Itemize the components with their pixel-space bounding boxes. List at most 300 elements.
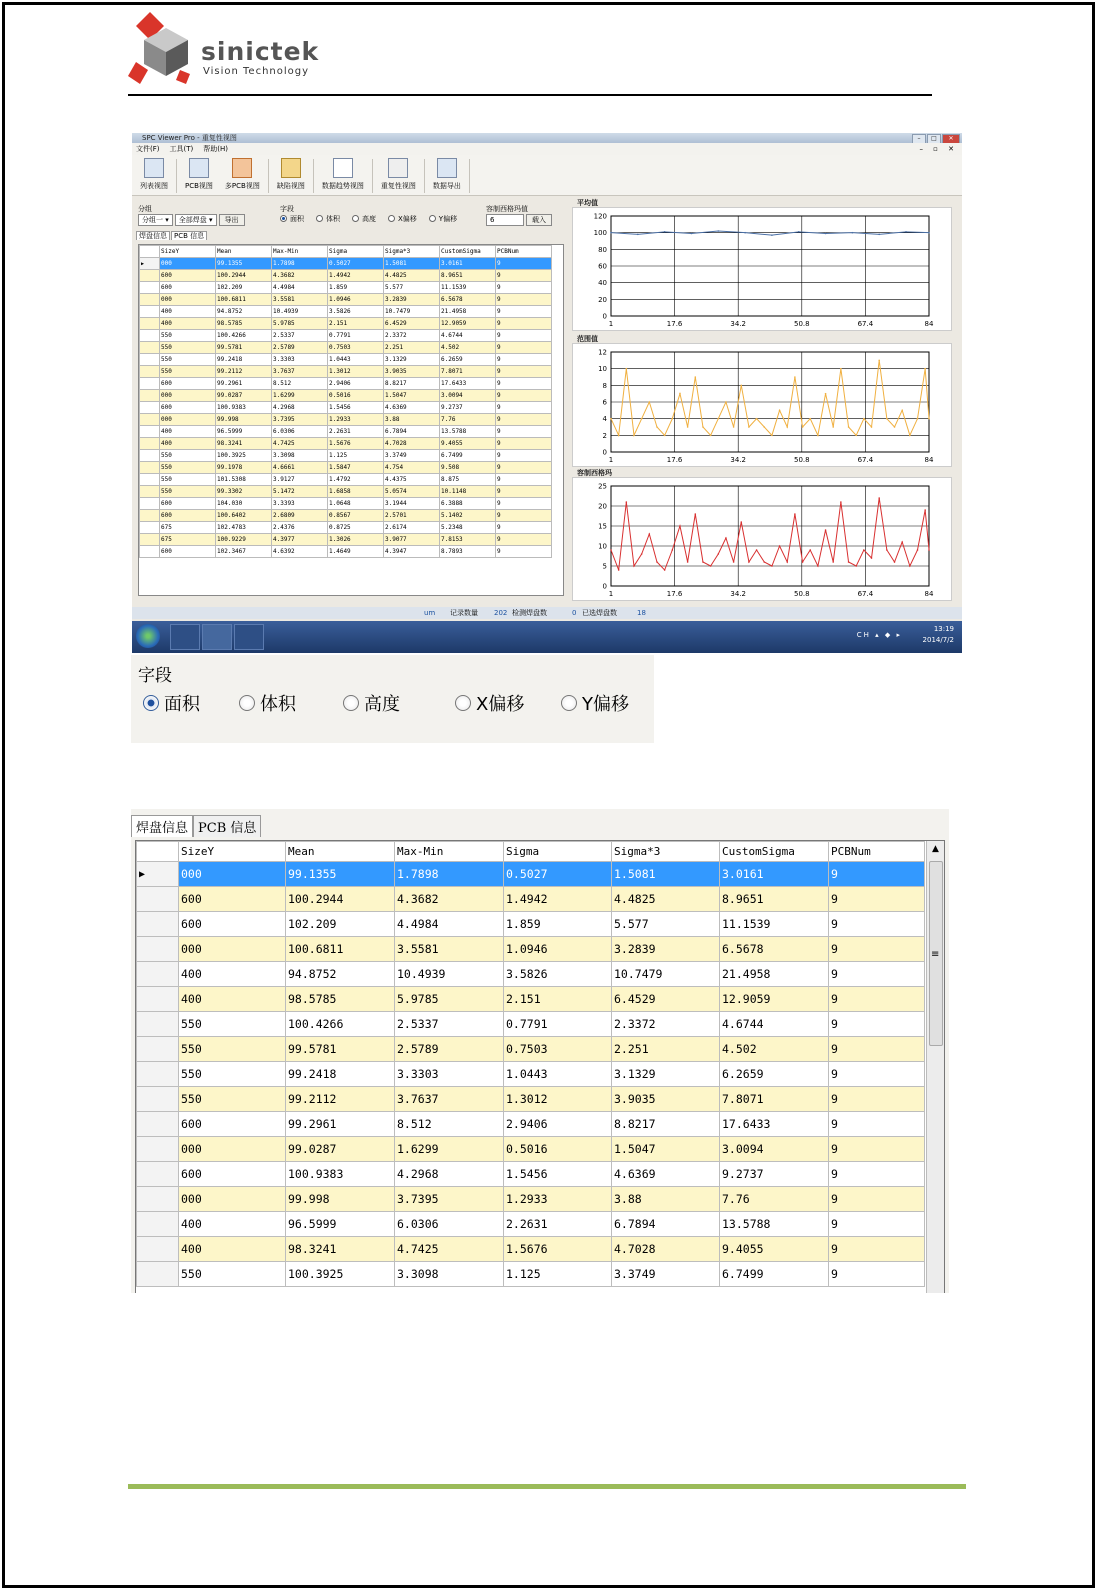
table-row[interactable]: [140, 546, 552, 558]
row-header[interactable]: [137, 987, 179, 1012]
table-cell: 4.4984: [272, 282, 328, 294]
table-cell: 0.5027: [504, 862, 612, 887]
row-header[interactable]: [140, 486, 160, 498]
field-radio-group: [143, 690, 629, 716]
tab-pcb-info[interactable]: PCB 信息: [193, 815, 261, 837]
data-point: [848, 426, 850, 428]
current-row-arrow-icon[interactable]: ▶: [137, 862, 179, 887]
y-tick-label: 12: [598, 348, 607, 357]
radio-area-small[interactable]: 面积: [280, 214, 304, 224]
col-header[interactable]: Max-Min: [272, 246, 328, 258]
table-cell: 4.6744: [440, 330, 496, 342]
row-header[interactable]: [140, 498, 160, 510]
table-row[interactable]: [140, 342, 552, 354]
data-point: [878, 497, 880, 499]
row-header[interactable]: [140, 534, 160, 546]
x-tick-label: 67.4: [857, 590, 874, 598]
table-cell: 1.125: [504, 1262, 612, 1287]
record-count-label: 记录数量: [450, 609, 478, 617]
table-cell: 4.2968: [272, 402, 328, 414]
col-header[interactable]: Sigma*3: [384, 246, 440, 258]
row-header[interactable]: [140, 366, 160, 378]
table-cell: 4.2968: [395, 1162, 504, 1187]
table-row[interactable]: [140, 270, 552, 282]
data-point: [817, 435, 819, 437]
table-cell: 94.8752: [216, 306, 272, 318]
radio-icon: [343, 695, 359, 711]
group-section: [138, 204, 245, 226]
row-header[interactable]: [137, 887, 179, 912]
tab-pad-info-small[interactable]: 焊盘信息: [136, 231, 170, 240]
table-cell: 1.3026: [328, 534, 384, 546]
table-cell: 2.5701: [384, 510, 440, 522]
table-row[interactable]: [140, 354, 552, 366]
row-header[interactable]: [140, 510, 160, 522]
table-cell: 4.3947: [384, 546, 440, 558]
menu-bar: [132, 143, 962, 155]
table-cell: 8.8217: [384, 378, 440, 390]
table-cell: 9.4055: [720, 1237, 829, 1262]
table-cell: 3.3098: [395, 1262, 504, 1287]
minimize-button[interactable]: –: [912, 134, 926, 144]
vertical-scrollbar[interactable]: [926, 841, 944, 1293]
table-cell: 9.2737: [720, 1162, 829, 1187]
row-header[interactable]: [140, 450, 160, 462]
chart-taskbar-icon[interactable]: [234, 624, 264, 650]
row-header[interactable]: [140, 318, 160, 330]
table-cell: 000: [160, 390, 216, 402]
range-chart-svg: [573, 344, 951, 466]
data-point: [917, 549, 919, 551]
radio-height[interactable]: 高度: [343, 690, 455, 716]
x-tick-label: 84: [924, 320, 934, 328]
table-cell: 9: [496, 294, 552, 306]
row-header[interactable]: [137, 1087, 179, 1112]
col-header-sigma[interactable]: Sigma: [504, 842, 612, 862]
data-point: [717, 553, 719, 555]
explorer-taskbar-icon[interactable]: [170, 624, 200, 650]
col-header-sizey[interactable]: SizeY: [179, 842, 286, 862]
table-row[interactable]: [140, 282, 552, 294]
scroll-up-icon[interactable]: ▲: [932, 844, 939, 854]
table-row[interactable]: [140, 486, 552, 498]
multi-pcb-view-button[interactable]: 多PCB视图: [221, 158, 264, 195]
col-header-pcbnum[interactable]: PCBNum: [829, 842, 925, 862]
data-point: [786, 426, 788, 428]
row-header[interactable]: [140, 522, 160, 534]
list-view-button[interactable]: 列表视图: [136, 158, 172, 195]
data-point: [901, 541, 903, 543]
table-cell: 99.998: [216, 414, 272, 426]
table-cell: 9: [496, 282, 552, 294]
table-cell: 17.6433: [440, 378, 496, 390]
data-point: [878, 234, 880, 236]
table-cell: 100.3925: [286, 1262, 395, 1287]
row-header[interactable]: [137, 1137, 179, 1162]
table-cell: 2.5337: [272, 330, 328, 342]
row-header[interactable]: [140, 390, 160, 402]
row-header[interactable]: [140, 546, 160, 558]
row-header[interactable]: [137, 1237, 179, 1262]
radio-yoffset-small[interactable]: Y偏移: [429, 214, 457, 224]
row-header[interactable]: [140, 270, 160, 282]
radio-xoffset-small[interactable]: X偏移: [388, 214, 417, 224]
col-header[interactable]: Sigma: [328, 246, 384, 258]
table-row[interactable]: [140, 318, 552, 330]
tab-pcb-info-small[interactable]: PCB 信息: [171, 231, 207, 240]
row-header[interactable]: [137, 912, 179, 937]
menu-file[interactable]: 文件(F): [136, 145, 160, 153]
table-cell: 9: [829, 1212, 925, 1237]
row-header[interactable]: [140, 306, 160, 318]
row-header[interactable]: [140, 378, 160, 390]
table-row[interactable]: [140, 414, 552, 426]
data-point: [610, 549, 612, 551]
app-taskbar-icon[interactable]: [202, 624, 232, 650]
range-chart: [572, 335, 952, 467]
table-cell: 99.2961: [216, 378, 272, 390]
table-row[interactable]: [140, 438, 552, 450]
tab-pad-info[interactable]: 焊盘信息: [131, 815, 193, 837]
pcb-view-button[interactable]: PCB视图: [181, 158, 217, 195]
start-button[interactable]: [136, 624, 160, 648]
table-cell: 99.2112: [216, 366, 272, 378]
data-point: [679, 525, 681, 527]
y-tick-label: 4: [602, 415, 607, 424]
trend-view-button[interactable]: 数据趋势视图: [318, 158, 368, 195]
table-row[interactable]: [140, 534, 552, 546]
table-cell: 3.5826: [328, 306, 384, 318]
table-cell: 8.875: [440, 474, 496, 486]
table-cell: 104.030: [216, 498, 272, 510]
table-cell: 400: [179, 987, 286, 1012]
table-cell: 550: [160, 342, 216, 354]
close-button[interactable]: ✕: [942, 134, 960, 144]
load-button[interactable]: 载入: [526, 214, 552, 226]
table-cell: 9: [829, 1012, 925, 1037]
table-cell: 100.2944: [286, 887, 395, 912]
table-cell: 4.502: [720, 1037, 829, 1062]
table-cell: 550: [160, 450, 216, 462]
x-tick-label: 84: [924, 456, 934, 464]
table-row[interactable]: [137, 1187, 925, 1212]
brand-tagline: Vision Technology: [203, 66, 310, 77]
table-row[interactable]: [140, 306, 552, 318]
col-header-customsigma[interactable]: CustomSigma: [720, 842, 829, 862]
data-point: [771, 435, 773, 437]
table-cell: 2.3372: [612, 1012, 720, 1037]
row-header[interactable]: [137, 962, 179, 987]
table-cell: 4.3682: [272, 270, 328, 282]
row-header[interactable]: [137, 1062, 179, 1087]
table-row[interactable]: [140, 450, 552, 462]
table-cell: 11.1539: [720, 912, 829, 937]
row-header[interactable]: [137, 1187, 179, 1212]
table-cell: 3.88: [612, 1187, 720, 1212]
data-point: [901, 410, 903, 412]
table-cell: 6.5678: [440, 294, 496, 306]
table-cell: 4.4375: [384, 474, 440, 486]
row-header[interactable]: [140, 426, 160, 438]
row-header[interactable]: [137, 1162, 179, 1187]
radio-volume-small[interactable]: 体积: [316, 214, 340, 224]
table-cell: 3.88: [384, 414, 440, 426]
data-point: [840, 501, 842, 503]
table-row[interactable]: [137, 1262, 925, 1287]
table-cell: 1.6858: [328, 486, 384, 498]
table-row[interactable]: [137, 862, 925, 887]
group-select[interactable]: 分组一 ▾: [138, 214, 173, 226]
current-row-arrow-icon[interactable]: ▶: [140, 258, 160, 270]
table-row[interactable]: [140, 390, 552, 402]
table-cell: 9: [829, 1137, 925, 1162]
radio-area[interactable]: 面积: [143, 690, 239, 716]
table-cell: 1.7898: [395, 862, 504, 887]
table-cell: 6.4529: [612, 987, 720, 1012]
data-point: [863, 549, 865, 551]
table-row[interactable]: [137, 1112, 925, 1137]
inspect-count-label: 检测焊盘数: [512, 609, 547, 617]
table-row[interactable]: [137, 962, 925, 987]
table-cell: 000: [179, 1187, 286, 1212]
data-point: [656, 426, 658, 428]
pad-select[interactable]: 全部焊盘 ▾: [175, 214, 217, 226]
tabs: [131, 815, 261, 837]
table-cell: 2.151: [504, 987, 612, 1012]
table-row[interactable]: [137, 1237, 925, 1262]
table-cell: 6.2659: [440, 354, 496, 366]
data-grid: [135, 840, 945, 1293]
y-tick-label: 0: [602, 448, 607, 457]
table-cell: 9: [496, 486, 552, 498]
table-cell: 9: [829, 1262, 925, 1287]
table-cell: 550: [179, 1012, 286, 1037]
defect-view-icon: [281, 158, 301, 178]
table-row[interactable]: [137, 1137, 925, 1162]
table-cell: 550: [160, 330, 216, 342]
table-cell: 99.3302: [216, 486, 272, 498]
row-header[interactable]: [140, 294, 160, 306]
row-header[interactable]: [140, 354, 160, 366]
table-cell: 4.6392: [272, 546, 328, 558]
table-cell: 550: [179, 1037, 286, 1062]
table-cell: 1.0946: [328, 294, 384, 306]
col-header-mean[interactable]: Mean: [286, 842, 395, 862]
col-header[interactable]: Mean: [216, 246, 272, 258]
radio-y-offset[interactable]: Y偏移: [561, 690, 629, 716]
table-cell: 100.6402: [216, 510, 272, 522]
table-cell: 000: [179, 862, 286, 887]
radio-icon: [239, 695, 255, 711]
tray-icons[interactable]: CH ▴ ◆ ▸: [856, 631, 902, 639]
table-cell: 9: [496, 426, 552, 438]
table-cell: 1.5081: [612, 862, 720, 887]
table-row[interactable]: [137, 937, 925, 962]
table-row[interactable]: [140, 402, 552, 414]
table-cell: 9: [496, 354, 552, 366]
table-cell: 1.4942: [504, 887, 612, 912]
table-row[interactable]: [140, 498, 552, 510]
table-row[interactable]: [137, 1062, 925, 1087]
table-cell: 6.7499: [720, 1262, 829, 1287]
table-cell: 1.5676: [504, 1237, 612, 1262]
table-cell: 5.577: [384, 282, 440, 294]
table-cell: 1.5047: [384, 390, 440, 402]
table-cell: 9: [829, 1187, 925, 1212]
row-header[interactable]: [137, 1112, 179, 1137]
maximize-button[interactable]: □: [927, 134, 941, 144]
table-cell: 5.1402: [440, 510, 496, 522]
table-row[interactable]: [137, 1087, 925, 1112]
table-cell: 9: [829, 1037, 925, 1062]
row-header[interactable]: [140, 462, 160, 474]
tray-clock[interactable]: 13:19 2014/7/2: [922, 625, 954, 644]
table-row[interactable]: [140, 510, 552, 522]
table-row[interactable]: [140, 294, 552, 306]
table-cell: 9: [829, 1087, 925, 1112]
table-row[interactable]: [137, 1162, 925, 1187]
table-cell: 3.9035: [384, 366, 440, 378]
table-cell: 8.7893: [440, 546, 496, 558]
tabs-small: [136, 231, 208, 241]
table-row[interactable]: [140, 378, 552, 390]
table-row[interactable]: [140, 366, 552, 378]
table-cell: 600: [160, 402, 216, 414]
table-cell: 0.8725: [328, 522, 384, 534]
radio-volume[interactable]: 体积: [239, 690, 343, 716]
repeatability-view-button[interactable]: 重复性视图: [377, 158, 420, 195]
table-row[interactable]: [140, 330, 552, 342]
table-row[interactable]: [140, 258, 552, 270]
table-row[interactable]: [140, 522, 552, 534]
table-cell: 600: [160, 270, 216, 282]
table-cell: 10.4939: [395, 962, 504, 987]
table-row[interactable]: [137, 1012, 925, 1037]
row-header[interactable]: [140, 402, 160, 414]
table-cell: 9: [496, 414, 552, 426]
table-cell: 4.7425: [272, 438, 328, 450]
data-point: [924, 509, 926, 511]
data-point: [840, 368, 842, 370]
data-point: [802, 561, 804, 563]
table-cell: 2.5789: [395, 1037, 504, 1062]
table-cell: 9: [496, 510, 552, 522]
row-header[interactable]: [137, 1212, 179, 1237]
row-header[interactable]: [137, 1012, 179, 1037]
table-cell: 3.3303: [272, 354, 328, 366]
table-cell: 3.1329: [612, 1062, 720, 1087]
table-cell: 1.125: [328, 450, 384, 462]
data-point: [871, 557, 873, 559]
table-row[interactable]: [137, 887, 925, 912]
table-cell: 10.7479: [612, 962, 720, 987]
table-cell: 99.1355: [216, 258, 272, 270]
table-cell: 2.6174: [384, 522, 440, 534]
x-tick-label: 34.2: [730, 456, 746, 464]
table-row[interactable]: [140, 462, 552, 474]
data-point: [725, 537, 727, 539]
table-cell: 1.5081: [384, 258, 440, 270]
table-row[interactable]: [140, 474, 552, 486]
row-header[interactable]: [140, 342, 160, 354]
table-cell: 9: [496, 438, 552, 450]
row-header[interactable]: [137, 937, 179, 962]
table-row[interactable]: [137, 1212, 925, 1237]
y-tick-label: 8: [602, 381, 607, 390]
table-cell: 3.5581: [272, 294, 328, 306]
col-header-sigma3[interactable]: Sigma*3: [612, 842, 720, 862]
data-point: [748, 561, 750, 563]
pcb-view-icon: [189, 158, 209, 178]
table-row[interactable]: [137, 987, 925, 1012]
col-header[interactable]: CustomSigma: [440, 246, 496, 258]
table-row[interactable]: [140, 426, 552, 438]
data-point: [717, 230, 719, 232]
row-header[interactable]: [140, 438, 160, 450]
y-tick-label: 20: [598, 502, 607, 511]
data-point: [702, 561, 704, 563]
col-header[interactable]: SizeY: [160, 246, 216, 258]
row-header[interactable]: [140, 414, 160, 426]
row-header[interactable]: [140, 474, 160, 486]
radio-height-small[interactable]: 高度: [352, 214, 376, 224]
data-point: [894, 561, 896, 563]
radio-x-offset[interactable]: X偏移: [455, 690, 561, 716]
group-export-button[interactable]: 导出: [219, 214, 245, 226]
data-point: [710, 435, 712, 437]
table-row[interactable]: [137, 912, 925, 937]
record-count-value: 202: [494, 609, 508, 617]
data-point: [802, 426, 804, 428]
field-section-small: [280, 204, 469, 224]
data-point: [886, 418, 888, 420]
table-cell: 3.9127: [272, 474, 328, 486]
mean-chart-title: 平均值: [577, 199, 598, 207]
col-header-maxmin[interactable]: Max-Min: [395, 842, 504, 862]
table-cell: 96.5999: [286, 1212, 395, 1237]
table-cell: 98.3241: [286, 1237, 395, 1262]
menu-help[interactable]: 帮助(H): [203, 145, 228, 153]
table-cell: 2.151: [328, 318, 384, 330]
table-cell: 550: [160, 366, 216, 378]
row-header[interactable]: [140, 282, 160, 294]
tolerance-input[interactable]: 6: [486, 214, 524, 226]
table-cell: 9.508: [440, 462, 496, 474]
table-cell: 6.4529: [384, 318, 440, 330]
table-cell: 9: [829, 1237, 925, 1262]
mdi-window-controls[interactable]: – ▫ ✕: [919, 145, 958, 153]
col-header[interactable]: PCBNum: [496, 246, 552, 258]
table-cell: 600: [160, 282, 216, 294]
table-cell: 4.7028: [612, 1237, 720, 1262]
table-cell: 5.1472: [272, 486, 328, 498]
table-cell: 1.859: [328, 282, 384, 294]
table-row[interactable]: [137, 1037, 925, 1062]
table-cell: 11.1539: [440, 282, 496, 294]
data-point: [618, 435, 620, 437]
table-cell: 102.209: [286, 912, 395, 937]
table-cell: 98.5785: [216, 318, 272, 330]
row-header[interactable]: [140, 330, 160, 342]
table-cell: 9: [829, 912, 925, 937]
defect-view-button[interactable]: 缺陷视图: [273, 158, 309, 195]
export-button[interactable]: 数据导出: [429, 158, 465, 195]
row-header[interactable]: [137, 1037, 179, 1062]
unit-label: um: [424, 609, 436, 617]
table-cell: 2.251: [384, 342, 440, 354]
menu-tools[interactable]: 工具(T): [169, 145, 194, 153]
row-header[interactable]: [137, 1262, 179, 1287]
